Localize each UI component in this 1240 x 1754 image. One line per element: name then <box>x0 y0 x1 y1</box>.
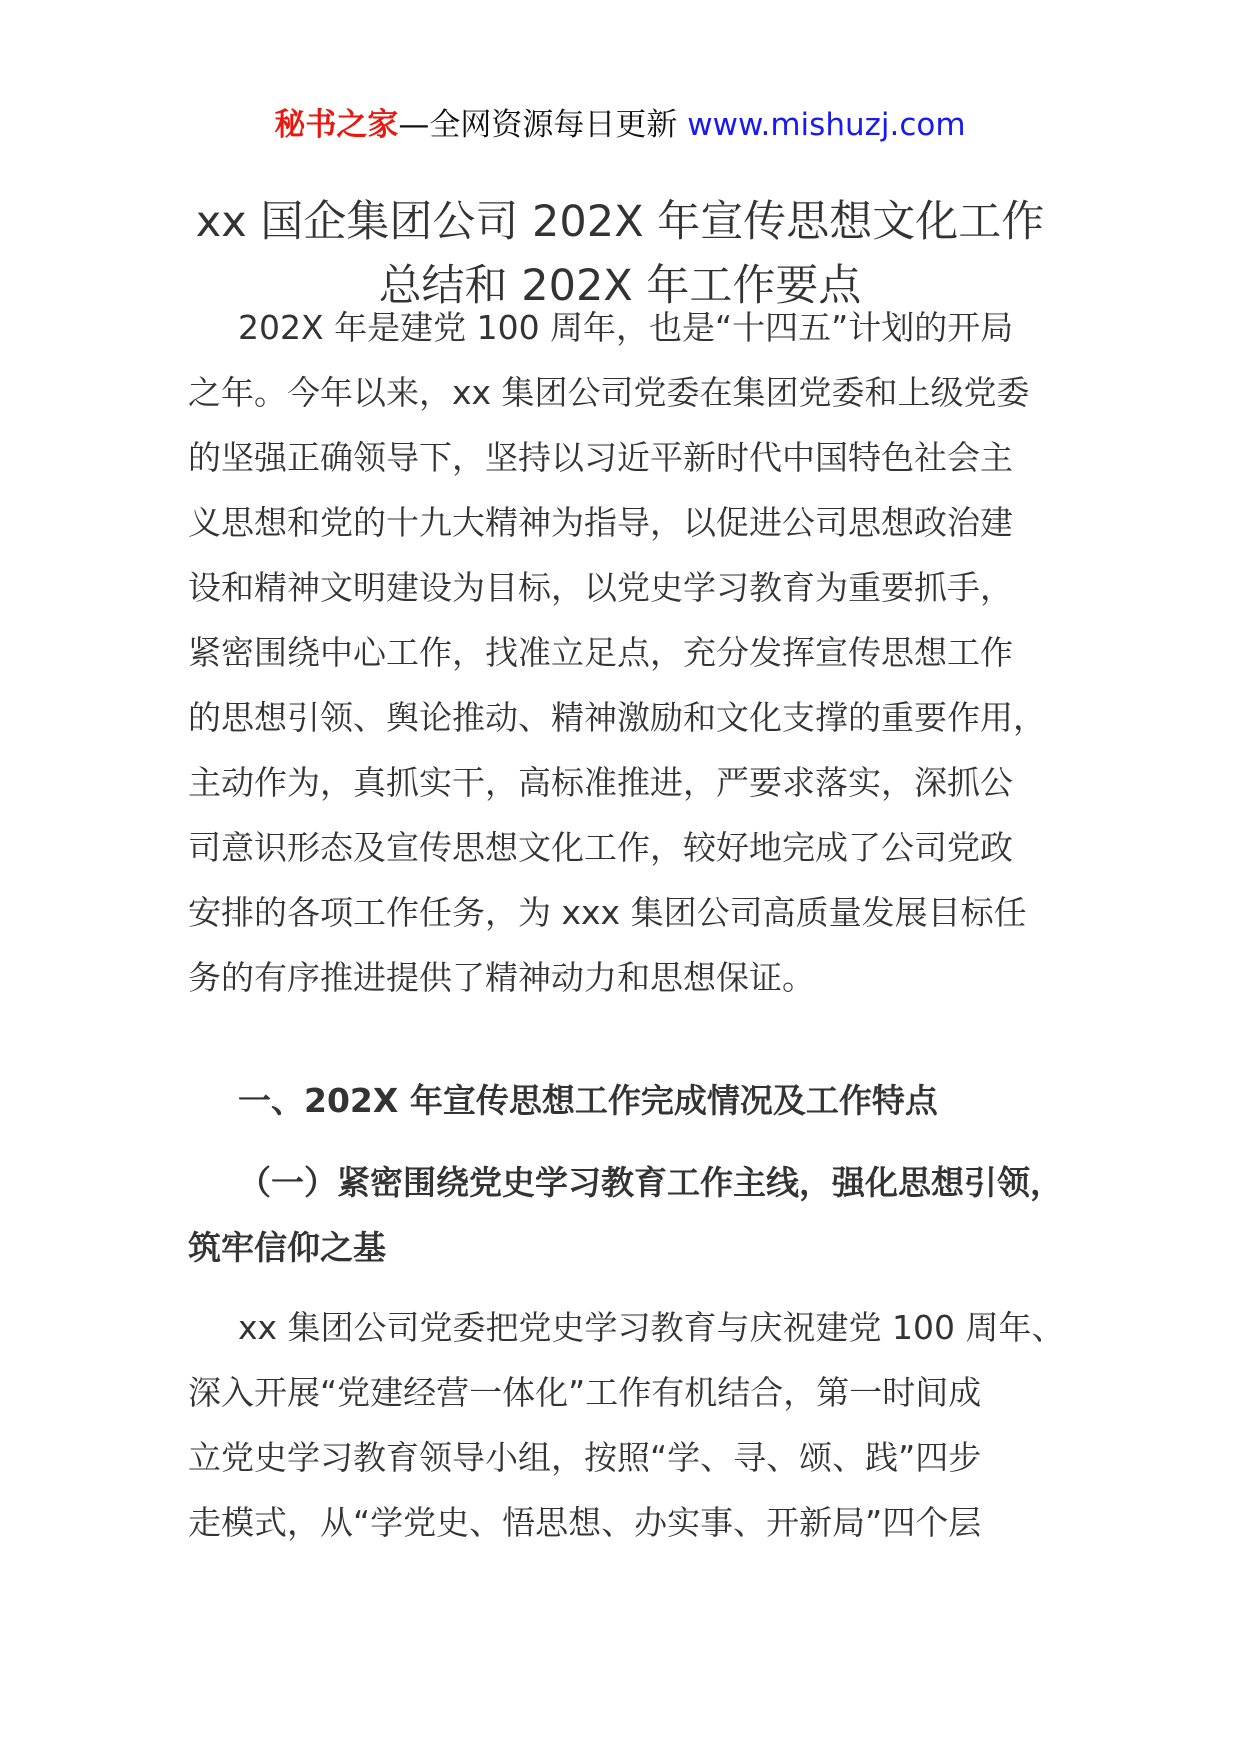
subsection-heading-line: 筑牢信仰之基 <box>188 1228 386 1267</box>
paragraph-line: 安排的各项工作任务，为 xxx 集团公司高质量发展目标任 <box>188 893 1027 932</box>
paragraph-line: 走模式，从“学党史、悟思想、办实事、开新局”四个层 <box>188 1503 982 1542</box>
paragraph-line: 设和精神文明建设为目标，以党史学习教育为重要抓手， <box>188 568 1013 607</box>
paragraph-line: 主动作为，真抓实干，高标准推进，严要求落实，深抓公 <box>188 763 1013 802</box>
paragraph-line: 深入开展“党建经营一体化”工作有机结合，第一时间成 <box>188 1373 982 1412</box>
paragraph-line: 务的有序推进提供了精神动力和思想保证。 <box>188 958 815 997</box>
paragraph-line: 的坚强正确领导下，坚持以习近平新时代中国特色社会主 <box>188 438 1013 477</box>
paragraph-line: 之年。今年以来，xx 集团公司党委在集团党委和上级党委 <box>188 373 1030 412</box>
site-slogan: —全网资源每日更新 <box>398 107 678 143</box>
subsection-heading <box>188 1150 1068 1280</box>
paragraph-line: 的思想引领、舆论推动、精神激励和文化支撑的重要作用， <box>188 698 1046 737</box>
paragraph-line: 义思想和党的十九大精神为指导，以促进公司思想政治建 <box>188 503 1013 542</box>
subsection-heading-line: （一）紧密围绕党史学习教育工作主线，强化思想引领， <box>238 1163 1063 1202</box>
site-url-link[interactable]: www.mishuzj.com <box>687 107 966 143</box>
site-header <box>0 100 1240 150</box>
intro-paragraph <box>188 295 1068 1010</box>
title-line: 总结和 202X 年工作要点 <box>378 261 862 311</box>
paragraph-line: 紧密围绕中心工作，找准立足点，充分发挥宣传思想工作 <box>188 633 1013 672</box>
paragraph-line: 202X 年是建党 100 周年，也是“十四五”计划的开局 <box>238 308 1014 347</box>
site-brand: 秘书之家 <box>274 107 399 143</box>
paragraph-line: 司意识形态及宣传思想文化工作，较好地完成了公司党政 <box>188 828 1013 867</box>
body-paragraph <box>188 1295 1068 1555</box>
paragraph-line: 立党史学习教育领导小组，按照“学、寻、颂、践”四步 <box>188 1438 982 1477</box>
section-heading-text: 一、202X 年宣传思想工作完成情况及工作特点 <box>238 1081 938 1120</box>
title-line: xx 国企集团公司 202X 年宣传思想文化工作 <box>195 197 1045 247</box>
paragraph-line: xx 集团公司党委把党史学习教育与庆祝建党 100 周年、 <box>238 1308 1065 1347</box>
section-heading <box>188 1068 1068 1133</box>
